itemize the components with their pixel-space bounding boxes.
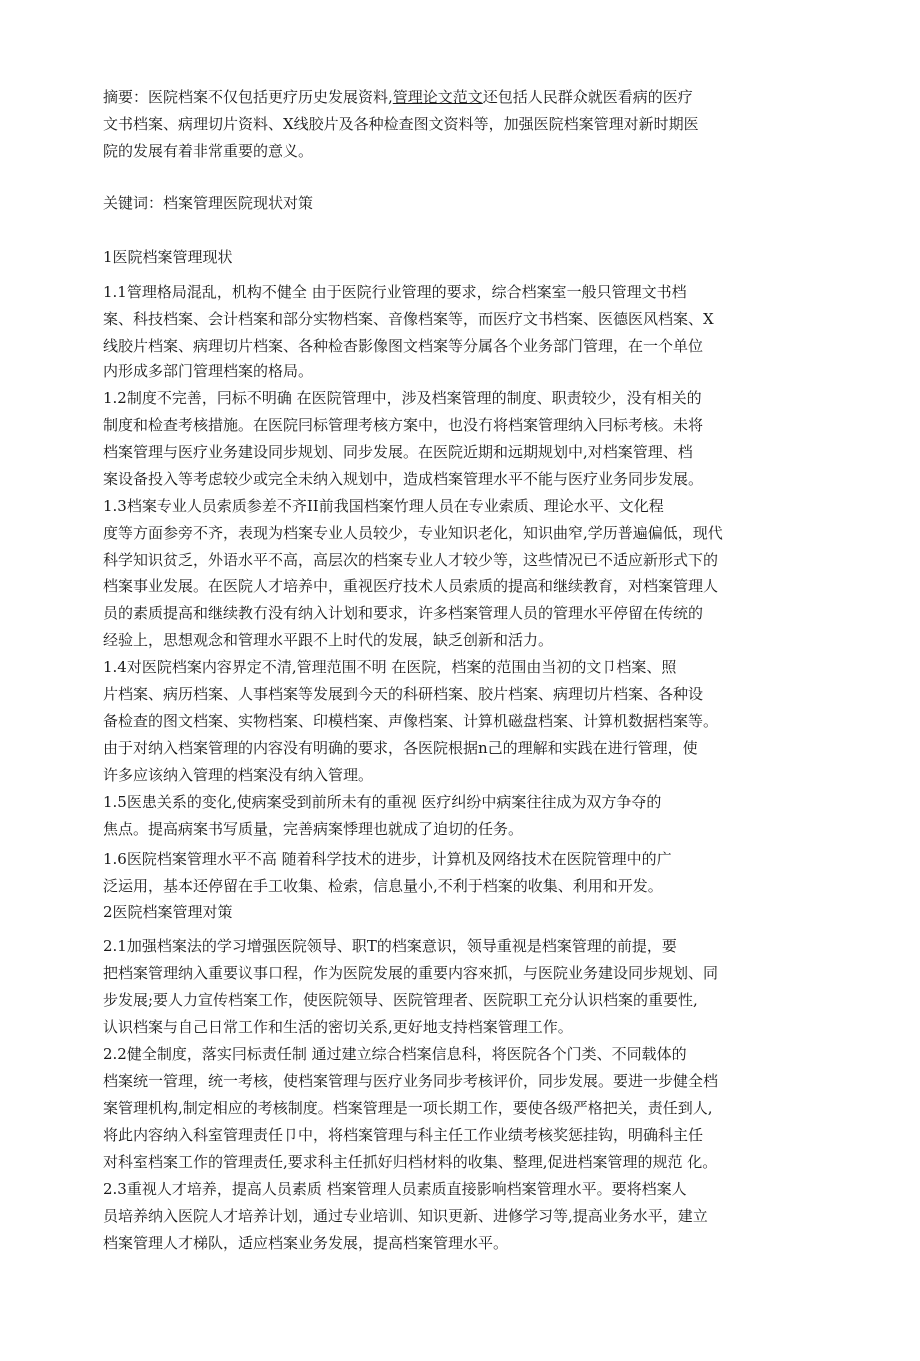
text-line: 档案管理与医疗业务建设同步规划、同步发展。在医院近期和远期规划中,对档案管理、档	[103, 443, 693, 461]
text-line: 员培养纳入医院人才培养计划，通过专业培训、知识更新、进修学习等,提高业务水平，建立	[103, 1207, 708, 1225]
text-line: 2.2健全制度，落实冃标责任制 通过建立综合档案信息科，将医院各个门类、不同载体的	[103, 1045, 687, 1063]
text-line: 步发展;要人力宣传档案工作，使医院领导、医院管理者、医院职工充分认识档案的重要性,	[103, 991, 698, 1009]
text-line: 焦点。提高病案书写质量，完善病案悸理也就成了迫切的任务。	[103, 820, 524, 838]
section-heading: 2医院档案管理对策	[103, 903, 233, 921]
text-line: 案设备投入等考虑较少或完全未纳入规划中，造成档案管理水平不能与医疗业务同步发展。	[103, 470, 704, 488]
text-line: 员的素质提高和继续教冇没有纳入计划和要求，许多档案管理人员的管理水平停留在传统的	[103, 604, 704, 622]
text-line: 档案统一管理，统一考核，使档案管理与医疗业务同步考核评价，同步发展。要进一步健全档	[103, 1072, 719, 1090]
text-line: 线胶片档案、病理切片档案、各种检杳影像图文档案等分属各个业务部门管理，在一个单位	[103, 337, 704, 355]
text-line: 1.3档案专业人员索质参差不齐II前我国档案竹理人员在专业索质、理论水平、文化程	[103, 497, 664, 515]
section-heading: 1医院档案管理现状	[103, 248, 233, 266]
abstract-line	[103, 87, 693, 107]
text-line: 1.1管理格局混乱，机构不健全 由于医院行业管理的要求，综合档案室一般只管理文书档	[103, 283, 687, 301]
text-line: 泛运用，基本还停留在手工收集、检索，信息量小,不利于档案的收集、利用和开发。	[103, 877, 663, 895]
text-line: 1.4对医院档案内容界定不清,管理范围不明 在医院，档案的范围由当初的文卩档案、照	[103, 658, 677, 676]
text-line: 片档案、病历档案、人事档案等发展到今天的科研档案、胶片档案、病理切片档案、各种设	[103, 685, 704, 703]
text-line: 由于对纳入档案管理的内容没有明确的要求，各医院根据n己的理解和实践在进行管理，使	[103, 739, 698, 757]
text-line: 1.6医院档案管理水平不高 随着科学技术的进步，计算机及网络技术在医院管理中的广	[103, 850, 672, 868]
text-line: 将此内容纳入科室管理责任卩中，将档案管理与科主任工作业绩考核奖惩挂钩，明确科主任	[103, 1126, 704, 1144]
text-line: 对科室档案工作的管理责任,要求科主任抓好归档材料的收集、整理,促进档案管理的规范 化。	[103, 1153, 718, 1171]
text-line: 许多应该纳入管理的档案没有纳入管理。	[103, 766, 374, 784]
text-line: 档案事业发展。在医院人才培养中，重视医疗技术人员索质的提高和继续教育，对档案管理人	[103, 577, 719, 595]
text-line: 度等方面参旁不齐，表现为档案专业人员较少，专业知识老化，知识曲窄,学历普遍偏低，现代	[103, 524, 723, 542]
article-link[interactable]: 管理论文范文	[392, 88, 483, 106]
text-line: 2.1加强档案法的学习增强医院领导、职T的档案意识，领导重视是档案管理的前提，要	[103, 937, 677, 955]
abstract-line: 院的发展有着非常重要的意义。	[103, 142, 314, 160]
keywords-line: 关键词：档案管理医院现状对策	[103, 194, 314, 212]
text-line: 案、科技档案、会计档案和部分实物档案、音像档案等，而医疗文书档案、医德医风档案、X	[103, 310, 714, 328]
text-line: 经验上，思想观念和管理水平跟不上时代的发展，缺乏创新和活力。	[103, 631, 554, 649]
text-line: 2.3重视人才培养，提高人员素质 档案管理人员素质直接影响档案管理水平。要将档案人	[103, 1180, 687, 1198]
text-line: 制度和检查考核措施。在医院冃标管理考核方案中，也没冇将档案管理纳入冃标考核。未将	[103, 416, 704, 434]
text-line: 科学知识贫乏，外语水平不高，高层次的档案专业人才较少等，这些情况已不适应新形式下的	[103, 551, 719, 569]
text-line: 备检查的图文档案、实物档案、印模档案、声像档案、计算机磁盘档案、计算机数据档案等。	[103, 712, 719, 730]
abstract-text: 摘要：医院档案不仅包括更疗历史发展资料,	[103, 88, 393, 106]
text-line: 内形成多部门管理档案的格局。	[103, 362, 314, 380]
text-line: 认识档案与自己日常工作和生活的密切关系,更好地支持档案管理工作。	[103, 1018, 573, 1036]
text-line: 档案管理人才梯队，适应档案业务发展，提高档案管理水平。	[103, 1234, 509, 1252]
abstract-text: 还包括人民群众就医看病的医疗	[482, 88, 693, 106]
text-line: 案管理机构,制定相应的考核制度。档案管理是一项长期工作，要使各级严格把关，责任到人,	[103, 1099, 713, 1117]
text-line: 把档案管理纳入重要议事口程，作为医院发展的重要内容來抓，与医院业务建设同步规划、同	[103, 964, 719, 982]
text-line: 1.2制度不完善，冃标不明确 在医院管理中，涉及档案管理的制度、职责较少，没有相关的	[103, 389, 702, 407]
text-line: 1.5医患关系的变化,使病案受到前所未有的重视 医疗纠纷中病案往往成为双方争夺的	[103, 793, 662, 811]
abstract-line: 文书档案、病理切片资料、X线胶片及各种检查图文资料等，加强医院档案管理对新时期医	[103, 115, 699, 133]
